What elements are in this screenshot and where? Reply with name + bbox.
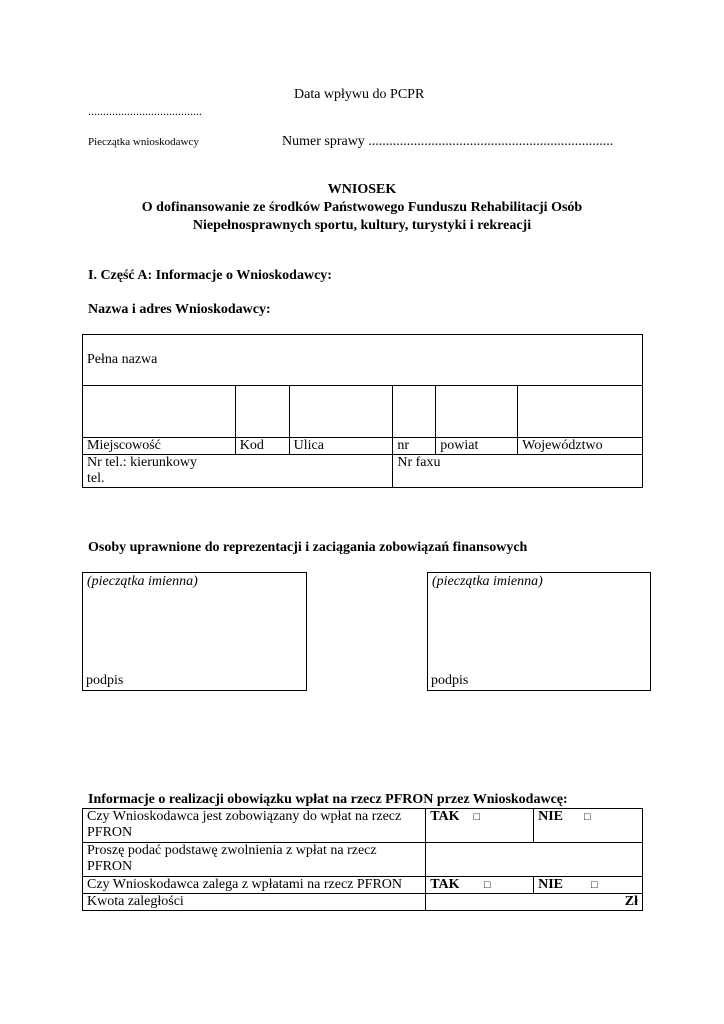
q1-no-label: NIE: [538, 809, 564, 824]
representative-box-2[interactable]: [427, 572, 651, 691]
postal-code-label: Kod: [235, 438, 289, 455]
pfron-question-arrears: Czy Wnioskodawca zalega z wpłatami na rzecz PFRON: [83, 877, 426, 894]
q1-yes-label: TAK: [430, 809, 460, 824]
q3-no-option[interactable]: [534, 877, 643, 894]
fax-field[interactable]: [393, 455, 643, 488]
representatives-heading: Osoby uprawnione do reprezentacji i zaciągania zobowiązań finansowych: [88, 540, 528, 555]
pfron-table: [82, 808, 643, 911]
stamp-dotted-line: ......................................: [88, 104, 202, 118]
full-name-field[interactable]: [83, 335, 643, 386]
form-subtitle-line1: O dofinansowanie ze środków Państwowego Funduszu Rehabilitacji Osób: [141, 200, 583, 215]
q3-no-checkbox[interactable]: □: [591, 879, 598, 891]
county-input-cell[interactable]: [436, 386, 518, 438]
number-label: nr: [393, 438, 436, 455]
stamp-placeholder-2: (pieczątka imienna): [432, 574, 543, 589]
arrears-amount-input[interactable]: [426, 894, 643, 911]
pfron-q1-line1: Czy Wnioskodawca jest zobowiązany do wpłat na rzecz: [87, 809, 402, 824]
pfron-heading: Informacje o realizacji obowiązku wpłat na rzecz PFRON przez Wnioskodawcę:: [88, 792, 568, 807]
pfron-arrears-amount-label: Kwota zaległości: [83, 894, 426, 911]
q1-yes-option[interactable]: [426, 809, 534, 843]
voivodeship-input-cell[interactable]: [518, 386, 643, 438]
stamp-placeholder-1: (pieczątka imienna): [87, 574, 198, 589]
street-label: Ulica: [289, 438, 393, 455]
voivodeship-label: Województwo: [518, 438, 643, 455]
intake-date-label: Data wpływu do PCPR: [294, 87, 425, 102]
form-title: WNIOSEK: [327, 182, 397, 197]
form-subtitle-line2: Niepełnosprawnych sportu, kultury, turystyki i rekreacji: [192, 218, 532, 233]
currency-label: Zł: [624, 894, 638, 909]
q3-no-label: NIE: [538, 877, 564, 892]
applicant-table: [82, 334, 643, 488]
representative-box-1[interactable]: [82, 572, 307, 691]
fax-label: Nr faxu: [397, 455, 441, 470]
county-label: powiat: [436, 438, 518, 455]
phone-field[interactable]: [83, 455, 393, 488]
section-a-heading: I. Część A: Informacje o Wnioskodawcy:: [88, 268, 332, 283]
city-label: Miejscowość: [83, 438, 236, 455]
pfron-q1-line2: PFRON: [87, 825, 133, 840]
pfron-question-exemption: [83, 843, 426, 877]
pfron-q2-line1: Proszę podać podstawę zwolnienia z wpłat na rzecz: [87, 843, 377, 858]
exemption-basis-input[interactable]: [426, 843, 643, 877]
postal-code-input-cell[interactable]: [235, 386, 289, 438]
q3-yes-checkbox[interactable]: □: [484, 879, 491, 891]
pfron-q2-line2: PFRON: [87, 859, 133, 874]
number-input-cell[interactable]: [393, 386, 436, 438]
stamp-label: Pieczątka wnioskodawcy: [88, 136, 199, 148]
street-input-cell[interactable]: [289, 386, 393, 438]
phone-label: Nr tel.: kierunkowy: [87, 455, 198, 470]
q1-no-option[interactable]: [534, 809, 643, 843]
city-input-cell[interactable]: [83, 386, 236, 438]
q3-yes-option[interactable]: [426, 877, 534, 894]
case-number-label: Numer sprawy ......................................................................: [282, 134, 614, 149]
name-address-heading: Nazwa i adres Wnioskodawcy:: [88, 302, 271, 317]
full-name-label: Pełna nazwa: [87, 352, 158, 367]
signature-label-1: podpis: [86, 673, 124, 688]
q1-yes-checkbox[interactable]: □: [473, 811, 481, 823]
q3-yes-label: TAK: [430, 877, 460, 892]
pfron-question-obligated: [83, 809, 426, 843]
signature-label-2: podpis: [431, 673, 469, 688]
q1-no-checkbox[interactable]: □: [584, 811, 591, 823]
phone-label-2: tel.: [87, 471, 105, 486]
